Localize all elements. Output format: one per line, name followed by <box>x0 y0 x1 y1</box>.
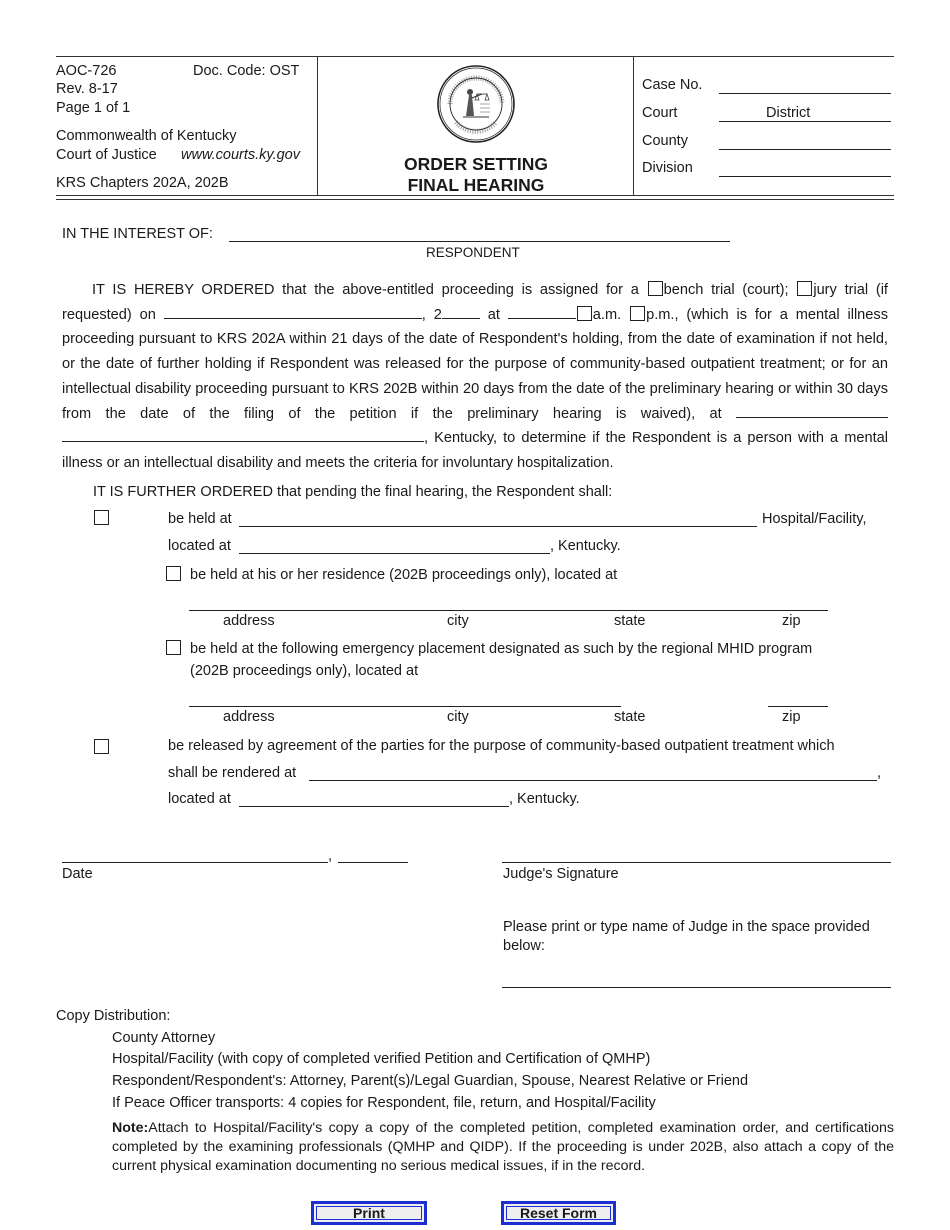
emergency-address-field[interactable] <box>189 706 621 707</box>
date-field[interactable] <box>62 862 328 863</box>
distribution-heading: Copy Distribution: <box>56 1008 171 1024</box>
emergency-zip-caption: zip <box>782 709 801 725</box>
county-label: County <box>642 133 688 149</box>
judge-signature-label: Judge's Signature <box>503 866 619 882</box>
jury-trial-checkbox[interactable] <box>797 281 812 296</box>
agency-line2: Court of Justice <box>56 147 157 163</box>
note-block <box>112 1119 894 1176</box>
print-name-instruction: Please print or type name of Judge in the space provided below: <box>503 919 870 954</box>
residence-checkbox[interactable] <box>166 566 181 581</box>
year-prefix: , 2 <box>421 306 442 323</box>
division-label: Division <box>642 160 693 176</box>
hearing-location-field-2[interactable] <box>62 428 424 442</box>
hearing-location-field[interactable] <box>736 404 888 418</box>
residence-address-caption: address <box>223 613 275 629</box>
form-title-line1: ORDER SETTING <box>404 154 548 174</box>
court-seal-icon <box>436 64 516 144</box>
case-no-field[interactable] <box>719 93 891 94</box>
website-link[interactable]: www.courts.ky.gov <box>181 147 300 163</box>
revision: Rev. 8-17 <box>56 81 118 97</box>
residence-state-caption: state <box>614 613 646 629</box>
county-field[interactable] <box>719 149 891 150</box>
am-checkbox[interactable] <box>577 306 592 321</box>
judge-name-field[interactable] <box>502 987 891 988</box>
residence-city-caption: city <box>447 613 469 629</box>
emergency-state-caption: state <box>614 709 646 725</box>
court-value: District <box>766 105 811 121</box>
distribution-item: If Peace Officer transports: 4 copies for Respondent, file, return, and Hospital/Facility <box>112 1095 656 1111</box>
pm-checkbox[interactable] <box>630 306 645 321</box>
emergency-city-caption: city <box>447 709 469 725</box>
print-button[interactable]: Print <box>311 1201 427 1225</box>
date-year-field[interactable] <box>338 862 408 863</box>
reset-form-button[interactable]: Reset Form <box>501 1201 616 1225</box>
order-paragraph <box>62 278 888 476</box>
rendered-comma: , <box>877 765 882 781</box>
held-at-label: be held at <box>168 511 232 527</box>
statutes: KRS Chapters 202A, 202B <box>56 175 229 191</box>
date-label: Date <box>62 866 93 882</box>
respondent-name-field[interactable] <box>229 241 730 242</box>
date-comma: , <box>328 848 333 864</box>
released-checkbox[interactable] <box>94 739 109 754</box>
facility-name-field[interactable] <box>239 526 757 527</box>
held-at-facility-checkbox[interactable] <box>94 510 109 525</box>
hospital-facility-label: Hospital/Facility, <box>762 511 867 527</box>
outpatient-location-field[interactable] <box>239 806 509 807</box>
emergency-placement-line2: (202B proceedings only), located at <box>190 663 419 679</box>
residence-address-field[interactable] <box>189 610 828 611</box>
outpatient-provider-field[interactable] <box>309 780 877 781</box>
facility-location-field[interactable] <box>239 553 550 554</box>
released-label: be released by agreement of the parties for the purpose of community-based outpatient treatment which <box>168 738 835 754</box>
located-at-label: located at <box>168 538 231 554</box>
court-label: Court <box>642 105 678 121</box>
bench-trial-checkbox[interactable] <box>648 281 663 296</box>
rendered-at-label: shall be rendered at <box>168 765 297 781</box>
at-label: at <box>487 306 500 323</box>
emergency-zip-field[interactable] <box>768 706 828 707</box>
outpatient-located-at-label: located at <box>168 791 231 807</box>
judge-signature-field[interactable] <box>502 862 891 863</box>
further-order-text: IT IS FURTHER ORDERED that pending the final hearing, the Respondent shall: <box>93 484 613 500</box>
order-closing-text: , Kentucky, to determine if the Respondent is a person with a mental illness or an intellectual disability and meets the criteria for involuntary hospitalization. <box>62 430 888 471</box>
facility-kentucky-label: , Kentucky. <box>550 538 621 554</box>
doc-code: Doc. Code: OST <box>193 63 300 79</box>
emergency-placement-line1: be held at the following emergency placement designated as such by the regional MHID program <box>190 641 813 657</box>
form-title-line2: FINAL HEARING <box>407 175 545 195</box>
emergency-placement-checkbox[interactable] <box>166 640 181 655</box>
residence-label: be held at his or her residence (202B proceedings only), located at <box>190 567 618 583</box>
division-field[interactable] <box>719 176 891 177</box>
order-intro-text: IT IS HEREBY ORDERED that the above-entitled proceeding is assigned for a <box>92 282 639 298</box>
header-top-rule <box>56 56 894 57</box>
respondent-caption: RESPONDENT <box>426 245 520 260</box>
hearing-year-field[interactable] <box>442 305 480 319</box>
emergency-address-caption: address <box>223 709 275 725</box>
bench-trial-label: bench trial (court); <box>663 282 789 298</box>
distribution-item: Respondent/Respondent's: Attorney, Parent(s)/Legal Guardian, Spouse, Nearest Relative or Friend <box>112 1073 749 1089</box>
note-label: Note: <box>112 1120 149 1136</box>
page-number: Page 1 of 1 <box>56 100 131 116</box>
pm-label: p.m., (which is for a mental illness <box>646 306 889 323</box>
note-text: Attach to Hospital/Facility's copy a copy of the completed petition, completed examination order, and certifications completed by the examining professionals (QMHP and QIDP). If the proceeding is under 202B, also attach a copy of the current physical examination documenting no serious medical issues, if in the record. <box>112 1120 894 1174</box>
agency-line1: Commonwealth of Kentucky <box>56 128 237 144</box>
if-requested-label: (if requested) on <box>62 282 888 323</box>
header-bottom-rule-double <box>56 199 894 200</box>
hearing-date-field[interactable] <box>164 305 422 319</box>
case-no-label: Case No. <box>642 77 703 93</box>
jury-trial-label: jury trial <box>813 282 869 298</box>
court-field[interactable] <box>719 121 891 122</box>
residence-zip-caption: zip <box>782 613 801 629</box>
hearing-time-field[interactable] <box>508 305 576 319</box>
form-number: AOC-726 <box>56 63 117 79</box>
am-label: a.m. <box>592 306 622 323</box>
outpatient-kentucky-label: , Kentucky. <box>509 791 580 807</box>
distribution-item: Hospital/Facility (with copy of completed verified Petition and Certification of QMHP) <box>112 1051 651 1067</box>
interest-label: IN THE INTEREST OF: <box>62 226 213 242</box>
order-body-text: proceeding pursuant to KRS 202A within 21 days of the date of Respondent's holding, from the date of examination if not held, or the date of further holding if Respondent was released for the purpose of community-based outpatient treatment; or for an intellectual disability proceeding pursuant to KRS 202B within 20 days from the date of the preliminary hearing or within 30 days from the date of the filing of the petition if the preliminary hearing is waived), at <box>62 331 888 422</box>
distribution-item: County Attorney <box>112 1030 216 1046</box>
